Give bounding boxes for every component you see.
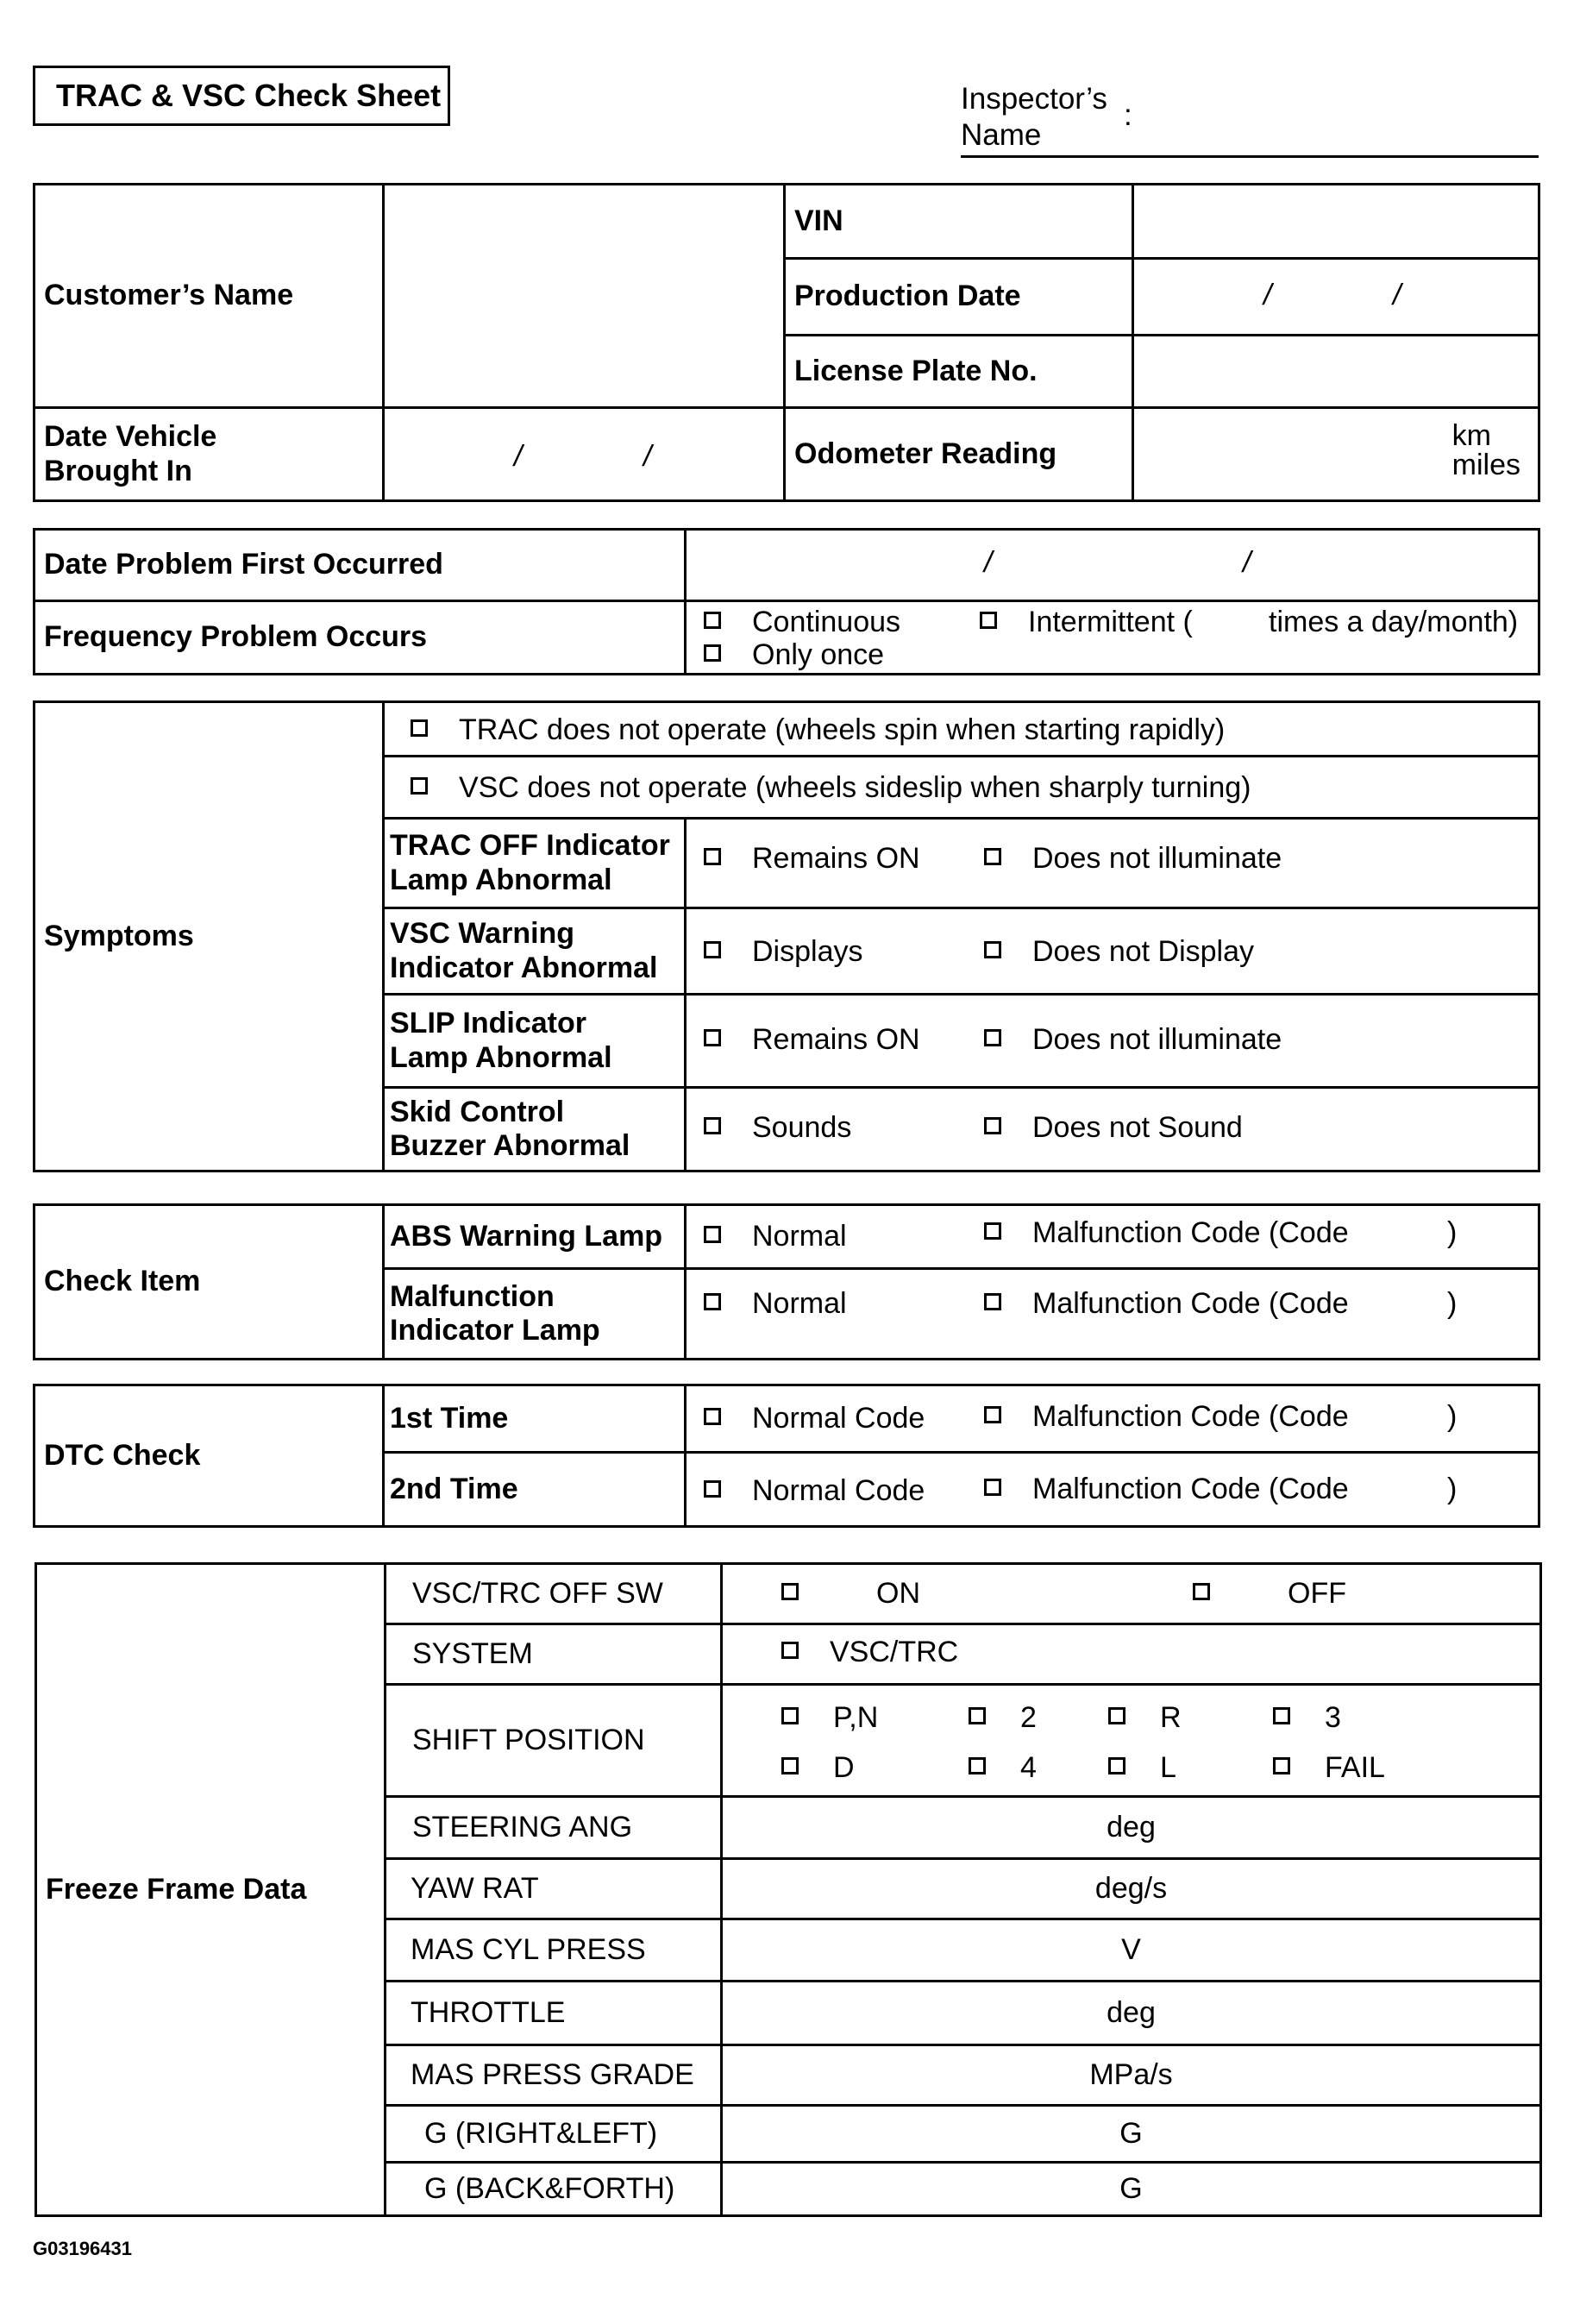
- inspector-label-line2: Name: [961, 118, 1042, 152]
- system-options: [722, 1624, 1541, 1685]
- production-date-field[interactable]: [1133, 259, 1539, 336]
- option-on: ON: [876, 1577, 920, 1610]
- shift-option: D: [833, 1751, 855, 1784]
- date-brought-line1: Date Vehicle: [44, 420, 217, 454]
- km-unit: km: [1451, 419, 1491, 452]
- shift-option: P,N: [833, 1701, 879, 1734]
- option-b: Does not illuminate: [1032, 842, 1282, 875]
- param-unit[interactable]: V: [722, 1919, 1541, 1982]
- param-label: MAS PRESS GRADE: [386, 2045, 722, 2106]
- option-a: Remains ON: [752, 842, 920, 875]
- option-normal: Normal: [752, 1220, 847, 1253]
- option-a: Displays: [752, 935, 863, 968]
- checkbox[interactable]: [704, 941, 721, 958]
- date-brought-line2: Brought In: [44, 454, 192, 487]
- shift-position-label: SHIFT POSITION: [386, 1685, 722, 1797]
- freeze-frame-table: [34, 1562, 1542, 2217]
- second-time-label: 2nd Time: [384, 1453, 686, 1527]
- checkbox[interactable]: [704, 848, 721, 865]
- checkbox[interactable]: [781, 1757, 799, 1774]
- option-a: Remains ON: [752, 1023, 920, 1056]
- first-time-options: [686, 1385, 1539, 1453]
- frequency-options: [686, 601, 1539, 675]
- param-unit[interactable]: G: [722, 2163, 1541, 2216]
- vin-label: VIN: [785, 185, 1133, 259]
- checkbox[interactable]: [984, 1479, 1001, 1496]
- frequency-label: Frequency Problem Occurs: [34, 601, 686, 675]
- inspector-name-label: [961, 81, 1107, 154]
- symptom-trac: [384, 702, 1539, 757]
- vsc-trc-off-sw-label: VSC/TRC OFF SW: [386, 1564, 722, 1624]
- param-unit[interactable]: deg: [722, 1797, 1541, 1859]
- checkbox[interactable]: [980, 612, 997, 629]
- label-line1: Malfunction: [390, 1279, 555, 1313]
- checkbox[interactable]: [704, 1408, 721, 1425]
- freeze-frame-label: Freeze Frame Data: [36, 1564, 386, 2216]
- symptoms-label: Symptoms: [34, 702, 384, 1171]
- inspector-name-field[interactable]: [961, 155, 1539, 158]
- symptoms-table: [33, 700, 1540, 1172]
- shift-option: 2: [1020, 1701, 1037, 1734]
- label-line2: Indicator Abnormal: [390, 951, 658, 984]
- option-malfunction: Malfunction Code (Code: [1032, 1287, 1349, 1320]
- problem-table: [33, 528, 1540, 675]
- checkbox[interactable]: [984, 1029, 1001, 1046]
- check-item-label: Check Item: [34, 1205, 384, 1360]
- param-unit[interactable]: deg/s: [722, 1859, 1541, 1919]
- second-time-options: [686, 1453, 1539, 1527]
- miles-unit: miles: [1451, 449, 1520, 481]
- shift-position-options: [722, 1685, 1541, 1797]
- label-line2: Indicator Lamp: [390, 1314, 600, 1347]
- first-time-label: 1st Time: [384, 1385, 686, 1453]
- system-label: SYSTEM: [386, 1624, 722, 1685]
- checkbox[interactable]: [984, 1406, 1001, 1423]
- date-slash: /: [643, 440, 652, 473]
- vehicle-info-table: [33, 183, 1540, 502]
- option-malfunction: Malfunction Code (Code: [1032, 1400, 1349, 1433]
- page-title: TRAC & VSC Check Sheet: [33, 66, 450, 126]
- shift-option: FAIL: [1325, 1751, 1385, 1784]
- odometer-label: Odometer Reading: [785, 408, 1133, 501]
- checkbox[interactable]: [781, 1707, 799, 1724]
- date-first-occurred-field[interactable]: [686, 530, 1539, 601]
- checkbox[interactable]: [969, 1757, 986, 1774]
- option-a: Sounds: [752, 1111, 852, 1144]
- label-line2: Lamp Abnormal: [390, 1040, 612, 1074]
- times-per-label: times a day/month): [1269, 606, 1519, 638]
- mil-options: [686, 1269, 1539, 1360]
- param-unit[interactable]: deg: [722, 1982, 1541, 2045]
- option-continuous: Continuous: [752, 606, 901, 638]
- license-plate-field[interactable]: [1133, 336, 1539, 408]
- label-line1: SLIP Indicator: [390, 1007, 586, 1040]
- symptom-row-label: [384, 1088, 686, 1171]
- symptom-row-options: [686, 995, 1539, 1088]
- date-slash: /: [514, 440, 523, 473]
- customer-name-field[interactable]: [384, 185, 785, 408]
- date-slash: /: [984, 546, 993, 579]
- symptom-row-options: [686, 908, 1539, 995]
- license-plate-label: License Plate No.: [785, 336, 1133, 408]
- option-malfunction: Malfunction Code (Code: [1032, 1473, 1349, 1505]
- date-slash: /: [1393, 279, 1401, 311]
- symptom-row-label: [384, 819, 686, 908]
- vsc-not-operate-text: VSC does not operate (wheels sideslip when sharply turning): [459, 771, 1251, 804]
- date-slash: /: [1243, 546, 1251, 579]
- checkbox[interactable]: [411, 719, 428, 737]
- symptom-row-label: [384, 908, 686, 995]
- shift-option: L: [1160, 1751, 1176, 1784]
- param-label: YAW RAT: [386, 1859, 722, 1919]
- date-first-occurred-label: Date Problem First Occurred: [34, 530, 686, 601]
- date-slash: /: [1263, 279, 1272, 311]
- checkbox[interactable]: [704, 1029, 721, 1046]
- checkbox[interactable]: [781, 1642, 799, 1659]
- option-normal-code: Normal Code: [752, 1402, 925, 1435]
- option-b: Does not Sound: [1032, 1111, 1243, 1144]
- param-label: THROTTLE: [386, 1982, 722, 2045]
- checkbox[interactable]: [1273, 1707, 1290, 1724]
- option-off: OFF: [1288, 1577, 1346, 1610]
- dtc-check-table: [33, 1384, 1540, 1528]
- mil-label: [384, 1269, 686, 1360]
- checkbox[interactable]: [1108, 1707, 1125, 1724]
- label-line1: Skid Control: [390, 1095, 565, 1128]
- checkbox[interactable]: [984, 1293, 1001, 1310]
- checkbox[interactable]: [984, 941, 1001, 958]
- inspector-colon: :: [1124, 98, 1132, 132]
- trac-not-operate-text: TRAC does not operate (wheels spin when starting rapidly): [459, 713, 1226, 746]
- check-item-table: [33, 1203, 1540, 1360]
- checkbox[interactable]: [704, 1480, 721, 1498]
- shift-option: R: [1160, 1701, 1182, 1734]
- symptom-row-options: [686, 819, 1539, 908]
- param-unit[interactable]: G: [722, 2106, 1541, 2163]
- vin-field[interactable]: [1133, 185, 1539, 259]
- checkbox[interactable]: [781, 1583, 799, 1600]
- checkbox[interactable]: [704, 1117, 721, 1134]
- option-normal-code: Normal Code: [752, 1474, 925, 1507]
- param-unit[interactable]: MPa/s: [722, 2045, 1541, 2106]
- abs-options: [686, 1205, 1539, 1269]
- label-line2: Lamp Abnormal: [390, 863, 612, 896]
- date-brought-in-field[interactable]: [384, 408, 785, 501]
- checkbox[interactable]: [411, 777, 428, 795]
- figure-code: G03196431: [33, 2238, 132, 2259]
- inspector-label-line1: Inspector’s: [961, 82, 1107, 116]
- checkbox[interactable]: [1273, 1757, 1290, 1774]
- checkbox[interactable]: [984, 1117, 1001, 1134]
- param-label: STEERING ANG: [386, 1797, 722, 1859]
- checkbox[interactable]: [969, 1707, 986, 1724]
- checkbox[interactable]: [704, 612, 721, 629]
- option-normal: Normal: [752, 1287, 847, 1320]
- param-label: MAS CYL PRESS: [386, 1919, 722, 1982]
- label-line1: TRAC OFF Indicator: [390, 829, 670, 863]
- checkbox[interactable]: [1108, 1757, 1125, 1774]
- label-line2: Buzzer Abnormal: [390, 1129, 630, 1162]
- option-intermittent: Intermittent (: [1028, 606, 1193, 638]
- close-paren: ): [1447, 1216, 1458, 1249]
- shift-option: 3: [1325, 1701, 1341, 1734]
- checkbox[interactable]: [704, 1226, 721, 1243]
- production-date-label: Production Date: [785, 259, 1133, 336]
- shift-option: 4: [1020, 1751, 1037, 1784]
- checkbox[interactable]: [1193, 1583, 1210, 1600]
- option-malfunction: Malfunction Code (Code: [1032, 1216, 1349, 1249]
- option-vsc-trc: VSC/TRC: [830, 1636, 959, 1668]
- symptom-vsc: [384, 757, 1539, 819]
- symptom-row-label: [384, 995, 686, 1088]
- option-b: Does not illuminate: [1032, 1023, 1282, 1056]
- close-paren: ): [1447, 1473, 1458, 1505]
- date-brought-in-label: [34, 408, 384, 501]
- abs-warning-lamp-label: ABS Warning Lamp: [384, 1205, 686, 1269]
- odometer-field[interactable]: [1133, 408, 1539, 501]
- checkbox[interactable]: [984, 1222, 1001, 1240]
- option-only-once: Only once: [752, 638, 885, 671]
- checkbox[interactable]: [704, 644, 721, 662]
- close-paren: ): [1447, 1400, 1458, 1433]
- param-label: G (RIGHT&LEFT): [386, 2106, 722, 2163]
- close-paren: ): [1447, 1287, 1458, 1320]
- param-label: G (BACK&FORTH): [386, 2163, 722, 2216]
- option-b: Does not Display: [1032, 935, 1255, 968]
- symptom-row-options: [686, 1088, 1539, 1171]
- dtc-check-label: DTC Check: [34, 1385, 384, 1527]
- checkbox[interactable]: [704, 1293, 721, 1310]
- vsc-trc-off-sw-options: [722, 1564, 1541, 1624]
- label-line1: VSC Warning: [390, 917, 575, 951]
- checkbox[interactable]: [984, 848, 1001, 865]
- customer-name-label: Customer’s Name: [34, 185, 384, 408]
